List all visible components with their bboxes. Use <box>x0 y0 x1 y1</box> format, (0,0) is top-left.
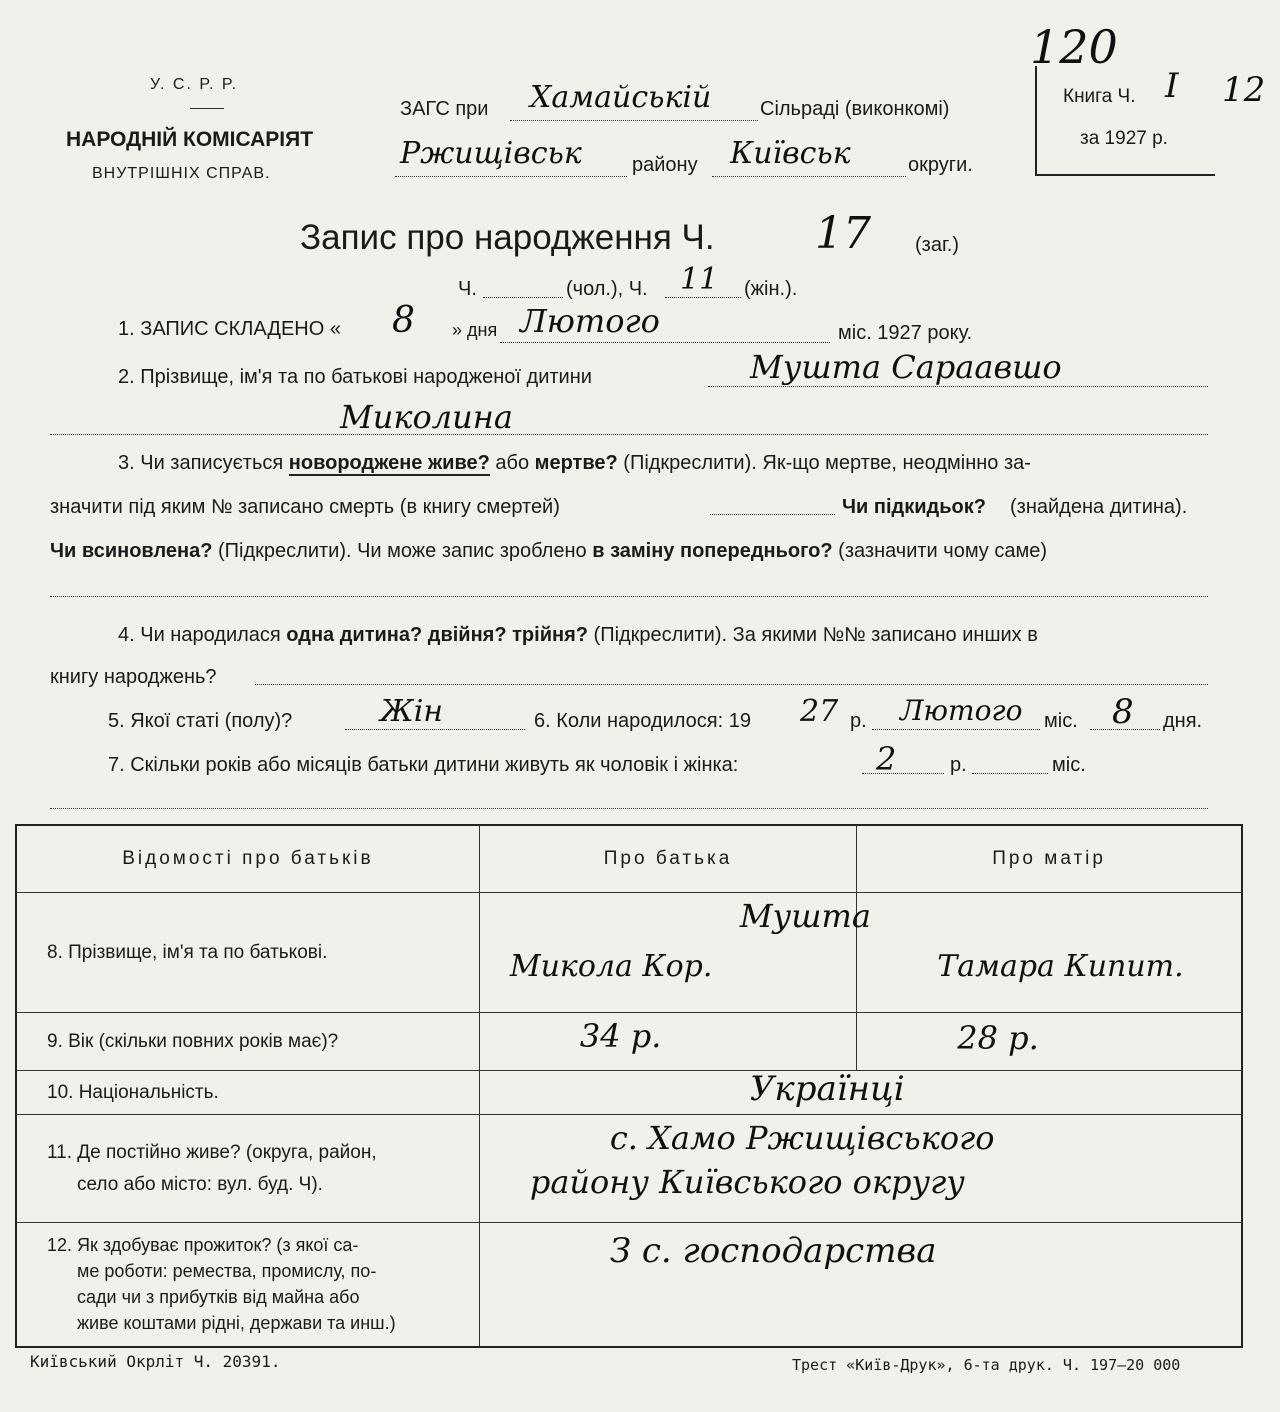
year-label: за 1927 р. <box>1080 128 1168 149</box>
table-header-row <box>16 825 1242 893</box>
livelihood-label-1: 12. Як здобуває прожиток? (з якої са- <box>47 1235 359 1256</box>
residence-cell <box>479 1115 1242 1223</box>
father-name-cell <box>479 893 871 1013</box>
item6-year-handwritten: 27 <box>800 694 839 729</box>
title-suffix: (заг.) <box>915 234 960 256</box>
mother-name-cell <box>857 893 1242 1013</box>
female-number-handwritten: 11 <box>680 262 719 297</box>
male-number-label: Ч. <box>458 278 477 300</box>
book-box <box>1035 66 1215 176</box>
district-blank <box>395 176 627 177</box>
item3-foundling: Чи підкидьок? <box>842 496 986 518</box>
table-row-age <box>16 1013 1242 1071</box>
council-suffix: Сільраді (виконкомі) <box>760 98 950 120</box>
row-name-label: 8. Прізвище, ім'я та по батькові. <box>16 893 479 1013</box>
item3-line2a: значити під яким № записано смерть (в книгу смертей) <box>50 496 560 518</box>
item3-death-blank <box>710 514 835 515</box>
district-label: району <box>632 154 698 176</box>
surname-handwritten: Мушта <box>739 897 871 935</box>
item2-handwritten-1: Мушта Сараавшо <box>750 348 1062 386</box>
father-age-cell <box>479 1013 856 1071</box>
residence-handwritten-2: району Київського округу <box>529 1163 965 1201</box>
item3-replacement: в заміну попереднього? <box>592 540 833 562</box>
council-blank <box>510 120 758 121</box>
item4-line2: книгу народжень? <box>50 666 217 688</box>
item7-handwritten: 2 <box>876 740 897 778</box>
book-handwritten: І <box>1165 66 1179 106</box>
mother-age-cell <box>857 1013 1242 1071</box>
mother-age-handwritten: 28 р. <box>957 1019 1039 1057</box>
header-info: Відомості про батьків <box>16 825 479 893</box>
residence-label-1: 11. Де постійно живе? (округа, район, <box>47 1141 377 1163</box>
item1-prefix: 1. ЗАПИС СКЛАДЕНО « <box>118 318 341 340</box>
item7-blank <box>50 808 1208 809</box>
council-handwritten: Хамайській <box>530 80 712 115</box>
item4-blank <box>255 684 1208 685</box>
item1-month-handwritten: Лютого <box>520 302 660 340</box>
item4-options: одна дитина? двійня? трійня? <box>286 624 588 646</box>
commissariat-label: НАРОДНІЙ КОМІСАРІЯТ <box>66 128 314 151</box>
item5-label: 5. Якої статі (полу)? <box>108 710 293 732</box>
item3-live: новороджене живе? <box>288 452 490 474</box>
zags-prefix: ЗАГС при <box>400 98 489 120</box>
item6-mis: міс. <box>1044 710 1078 732</box>
book-side-note: 12 <box>1222 70 1266 110</box>
item6-dnia: дня. <box>1163 710 1203 732</box>
item3-line3 <box>50 540 1047 563</box>
item3-c: або <box>495 452 530 474</box>
page-title: Запис про народження Ч. <box>300 218 715 257</box>
livelihood-label-2: ме роботи: ремества, промислу, по- <box>77 1261 377 1282</box>
item6-day-blank <box>1090 729 1160 730</box>
father-age-handwritten: 34 р. <box>579 1017 662 1055</box>
item7-label: 7. Скільки років або місяців батьки дитини живуть як чоловік і жінка: <box>108 754 739 776</box>
item3-line3d: (зазначити чому саме) <box>838 540 1048 562</box>
item5-blank <box>345 729 525 730</box>
record-number-handwritten: 17 <box>815 208 871 259</box>
table-row-name <box>16 893 1242 1013</box>
item4-a: 4. Чи народилася <box>118 624 281 646</box>
okrug-blank <box>712 176 906 177</box>
male-suffix: (чол.), Ч. <box>566 278 648 300</box>
item3-line3b: (Підкреслити). Чи може запис зроблено <box>218 540 587 562</box>
nationality-handwritten: Українці <box>749 1069 905 1109</box>
header-mother: Про матір <box>857 825 1242 893</box>
item3-line1 <box>118 452 1031 475</box>
item7-mis: міс. <box>1052 754 1086 776</box>
livelihood-cell <box>479 1223 1242 1347</box>
item3-dead: мертве? <box>534 452 618 474</box>
item1-day-handwritten: 8 <box>392 300 415 341</box>
item2-blank-2 <box>50 434 1208 435</box>
item4-c: (Підкреслити). За якими №№ записано инших в <box>593 624 1038 646</box>
item2-handwritten-2: Миколина <box>340 398 513 436</box>
nationality-cell <box>479 1071 1242 1115</box>
item1-month-blank <box>500 342 830 343</box>
item3-blank <box>50 596 1208 597</box>
father-name-handwritten: Микола Кор. <box>509 949 713 984</box>
okrug-label: округи. <box>908 154 973 176</box>
item2-blank-1 <box>708 386 1208 387</box>
residence-handwritten-1: с. Хамо Ржищівського <box>609 1119 995 1157</box>
internal-affairs-label: ВНУТРІШНІХ СПРАВ. <box>92 165 271 182</box>
female-number-blank <box>665 297 741 298</box>
divider <box>190 108 224 109</box>
district-handwritten: Ржищівськ <box>400 136 582 171</box>
table-row-nationality <box>16 1071 1242 1115</box>
footer-left: Київський Окрліт Ч. 20391. <box>30 1352 281 1371</box>
okrug-handwritten: Київськ <box>730 136 851 171</box>
item3-line2c: (знайдена дитина). <box>1010 496 1188 518</box>
item6-label: 6. Коли народилося: 19 <box>534 710 751 732</box>
row-age-label: 9. Вік (скільки повних років має)? <box>16 1013 479 1071</box>
parents-table <box>15 824 1243 1348</box>
residence-label-2: село або місто: вул. буд. Ч). <box>77 1173 323 1195</box>
item5-handwritten: Жін <box>380 694 444 729</box>
livelihood-label-3: сади чи з прибутків від майна або <box>77 1287 360 1308</box>
item7-r: р. <box>950 754 967 776</box>
row-nationality-label: 10. Національність. <box>16 1071 479 1115</box>
item2-label: 2. Прізвище, ім'я та по батькові народженої дитини <box>118 366 592 388</box>
table-row-residence <box>16 1115 1242 1223</box>
item6-r: р. <box>850 710 867 732</box>
item4-line1 <box>118 624 1038 647</box>
book-label: Книга Ч. <box>1063 86 1136 107</box>
row-residence-label <box>16 1115 479 1223</box>
item6-month-blank <box>872 729 1040 730</box>
item3-a: 3. Чи записується <box>118 452 284 474</box>
row-livelihood-label <box>16 1223 479 1347</box>
female-suffix: (жін.). <box>744 278 798 300</box>
handwritten-number: 120 <box>1030 20 1118 74</box>
item3-e: (Підкреслити). Як-що мертве, неодмінно за- <box>623 452 1031 474</box>
livelihood-handwritten: З с. господарства <box>609 1231 937 1271</box>
item3-adopted: Чи всиновлена? <box>50 540 213 562</box>
item1-suffix: міс. 1927 року. <box>838 322 973 344</box>
male-number-blank <box>483 297 563 298</box>
table-row-livelihood <box>16 1223 1242 1347</box>
livelihood-label-4: живе коштами рідні, держави та инш.) <box>77 1313 396 1334</box>
item1-mid: » дня <box>452 320 498 340</box>
item7-months-blank <box>972 773 1048 774</box>
footer-right: Трест «Київ-Друк», 6-та друк. Ч. 197—20 000 <box>792 1356 1181 1374</box>
mother-name-handwritten: Тамара Кипит. <box>937 949 1184 984</box>
item7-years-blank <box>862 773 944 774</box>
header-father: Про батька <box>479 825 856 893</box>
item6-day-handwritten: 8 <box>1112 692 1134 732</box>
item6-month-handwritten: Лютого <box>900 694 1023 727</box>
ussr-label: У. С. Р. Р. <box>150 76 239 93</box>
